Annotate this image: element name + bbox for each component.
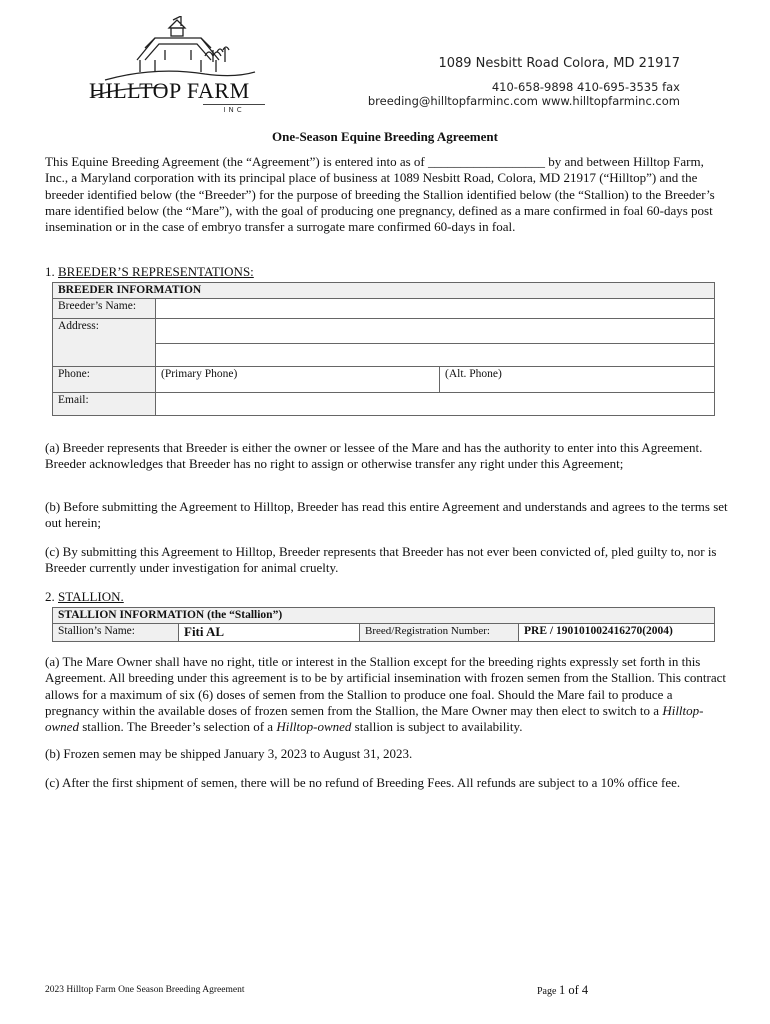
primary-phone-field[interactable] xyxy=(156,367,440,393)
intro-paragraph: This Equine Breeding Agreement (the “Agreement”) is entered into as of __________________ by and between Hilltop Farm, Inc., a Maryland corporation with its principal place of business at 1089 Nesbitt Road, Colora, MD 21917 (“Hilltop”) and the breeder identified below (the “Breeder”) for the purpose of breeding the Stallion identified below (the “Stallion) to the Breeder’s mare identified below (the “Mare”), with the goal of producing one pregnancy, defined as a mare confirmed in foal 60-days post insemination or in the case of embryo transfer a surrogate mare confirmed 60-days in foal. xyxy=(45,154,715,235)
logo-name: HILLTOP FARM xyxy=(89,78,250,103)
stallion-name-label: Stallion’s Name: xyxy=(53,624,179,642)
section-2-para-a: (a) The Mare Owner shall have no right, title or interest in the Stallion except for the breeding rights expressly set forth in this Agreement. All breeding under this agreement is to be by artificial insemination with frozen semen from the Stallion. This contract allows for a maximum of six (6) doses of semen from the Stallion to produce one foal. Should the Mare fail to produce a pregnancy within the available doses of frozen semen from the Stallion, the Mare Owner may then elect to switch to a Hilltop-owned stallion. The Breeder’s selection of a Hilltop-owned stallion is subject to availability. xyxy=(45,654,726,735)
document-title: One-Season Equine Breeding Agreement xyxy=(272,129,498,144)
section-1-para-b: (b) Before submitting the Agreement to Hilltop, Breeder has read this entire Agreement and understands and agrees to the terms set out herein; xyxy=(45,499,728,531)
alt-phone-hint: (Alt. Phone) xyxy=(445,368,502,380)
phone-label: Phone: xyxy=(53,367,156,393)
section-1-heading xyxy=(45,264,254,280)
hilltop-farm-logo xyxy=(85,16,270,116)
breeder-name-field[interactable] xyxy=(156,299,715,319)
breeder-name-label: Breeder’s Name: xyxy=(53,299,156,319)
email-label: Email: xyxy=(53,393,156,416)
section-number: 1. xyxy=(45,264,55,279)
section-2-heading xyxy=(45,589,124,605)
breed-registration-label: Breed/Registration Number: xyxy=(360,624,519,642)
primary-phone-hint: (Primary Phone) xyxy=(161,368,238,380)
address-contact: breeding@hilltopfarminc.com www.hilltopfarminc.com xyxy=(367,94,680,108)
page-number: Page 1 of 4 xyxy=(537,983,589,997)
section-title: STALLION. xyxy=(58,589,124,604)
logo-suffix: INC xyxy=(203,104,265,114)
section-number: 2. xyxy=(45,589,55,604)
address-label: Address: xyxy=(53,319,156,367)
breed-registration-value[interactable]: PRE / 190101002416270(2004) xyxy=(519,624,715,642)
section-1-para-a: (a) Breeder represents that Breeder is either the owner or lessee of the Mare and has the authority to enter into this Agreement. Breeder acknowledges that Breeder has no right to assign or otherwise transfer any right under this Agreement; xyxy=(45,440,703,472)
section-1-para-c: (c) By submitting this Agreement to Hilltop, Breeder represents that Breeder has not ever been convicted of, pled guilty to, nor is Breeder currently under investigation for animal cruelty. xyxy=(45,544,717,576)
section-2-para-c: (c) After the first shipment of semen, there will be no refund of Breeding Fees. All refunds are subject to a 10% office fee. xyxy=(45,775,681,790)
stallion-info-header: STALLION INFORMATION (the “Stallion”) xyxy=(53,608,715,624)
breeder-info-header: BREEDER INFORMATION xyxy=(53,283,715,299)
address-line-1-field[interactable] xyxy=(156,319,715,344)
section-title: BREEDER’S REPRESENTATIONS: xyxy=(58,264,254,279)
stallion-info-table xyxy=(52,607,715,642)
footer-title: 2023 Hilltop Farm One Season Breeding Agreement xyxy=(45,985,245,995)
email-field[interactable] xyxy=(156,393,715,416)
address-phones: 410-658-9898 410-695-3535 fax xyxy=(491,80,680,94)
section-2-para-b: (b) Frozen semen may be shipped January 3, 2023 to August 31, 2023. xyxy=(45,746,413,761)
address-line-2-field[interactable] xyxy=(156,343,715,367)
address-street: 1089 Nesbitt Road Colora, MD 21917 xyxy=(438,56,680,71)
stallion-name-value[interactable]: Fiti AL xyxy=(179,624,360,642)
breeder-info-table xyxy=(52,282,715,416)
alt-phone-field[interactable] xyxy=(440,367,715,393)
